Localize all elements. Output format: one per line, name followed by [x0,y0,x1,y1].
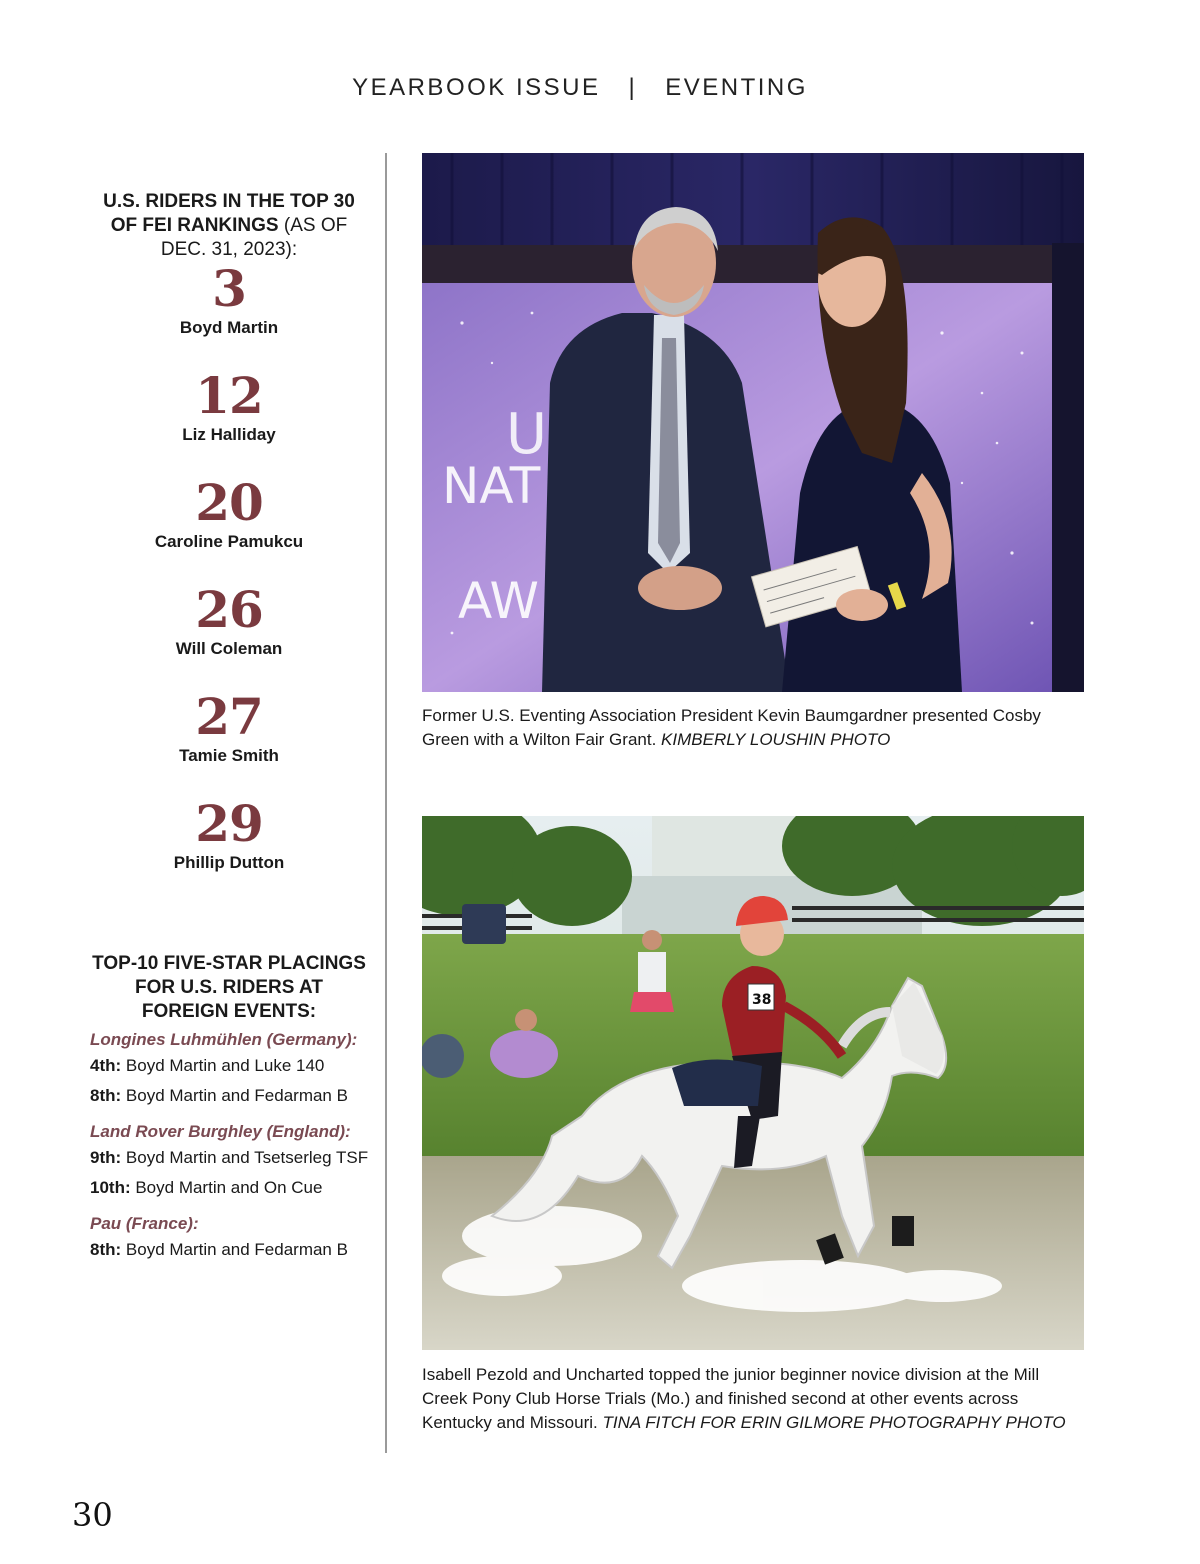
placing-result [90,1056,380,1076]
placing-text: Boyd Martin and Fedarman B [121,1086,348,1105]
header-section: YEARBOOK ISSUE [352,74,601,101]
bib-number: 38 [752,992,772,1008]
ranking-item [90,366,368,445]
caption-text: Isabell Pezold and Uncharted topped the junior beginner novice division at the Mill Creek Pony Club Horse Trials (Mo.) and finished second at other events across Kentucky and Missouri. [422,1365,1040,1432]
ranking-number: 27 [195,687,263,746]
placing-result [90,1178,380,1198]
header-department: EVENTING [665,74,808,101]
horse-photo-caption [422,1363,1084,1435]
placing-rank: 4th: [90,1056,122,1075]
backdrop-text: U [506,402,547,467]
placings-list [90,1030,380,1276]
placing-text: Boyd Martin and Luke 140 [121,1056,325,1075]
ranking-rider: Tamie Smith [179,746,279,765]
photo-credit: TINA FITCH FOR ERIN GILMORE PHOTOGRAPHY PHOTO [602,1413,1066,1432]
placing-rank: 10th: [90,1178,131,1197]
ranking-item [90,473,368,552]
placing-text: Boyd Martin and On Cue [130,1178,323,1197]
placing-result [90,1148,380,1168]
ranking-rider: Boyd Martin [179,318,279,337]
award-photo-caption [422,704,1084,752]
column-divider [385,153,387,1453]
photo-credit: KIMBERLY LOUSHIN PHOTO [661,730,891,749]
backdrop-text: AW [458,572,539,630]
ranking-number: 20 [195,473,263,532]
ranking-item [90,580,368,659]
page-number: 30 [72,1496,113,1534]
ranking-item [90,687,368,766]
ranking-item [90,794,368,873]
ranking-number: 29 [195,794,263,853]
rankings-heading [90,190,368,262]
ranking-number: 12 [195,366,263,425]
rankings-heading-bold: U.S. RIDERS IN THE TOP 30 OF FEI RANKINGS [103,191,355,236]
horse-photo [422,816,1084,1350]
placing-text: Boyd Martin and Tsetserleg TSF [121,1148,369,1167]
event-block [90,1030,380,1106]
running-header [0,74,1160,102]
event-block [90,1214,380,1260]
event-name: Pau (France): [90,1214,199,1233]
ranking-rider: Caroline Pamukcu [154,532,304,551]
placing-rank: 9th: [90,1148,122,1167]
caption-text: Former U.S. Eventing Association President Kevin Baumgardner presented Cosby Green with a Wilton Fair Grant. [422,706,1041,749]
placing-rank: 8th: [90,1240,122,1259]
ranking-item [90,259,368,338]
ranking-number: 26 [195,580,263,639]
ranking-rider: Phillip Dutton [173,853,285,872]
placing-text: Boyd Martin and Fedarman B [121,1240,348,1259]
event-name: Longines Luhmühlen (Germany): [90,1030,358,1049]
placings-heading: TOP-10 FIVE-STAR PLACINGS FOR U.S. RIDERS AT FOREIGN EVENTS: [92,953,366,1022]
rankings-heading-date: (AS OF DEC. 31, 2023): [160,215,348,260]
placing-result [90,1240,380,1260]
ranking-rider: Will Coleman [175,639,283,658]
placing-result [90,1086,380,1106]
placing-rank: 8th: [90,1086,122,1105]
event-block [90,1122,380,1198]
backdrop-text: NAT [442,457,541,515]
ranking-number: 3 [212,259,246,318]
ranking-rider: Liz Halliday [182,425,276,444]
award-photo [422,153,1084,692]
header-separator: | [628,74,638,101]
event-name: Land Rover Burghley (England): [90,1122,351,1141]
